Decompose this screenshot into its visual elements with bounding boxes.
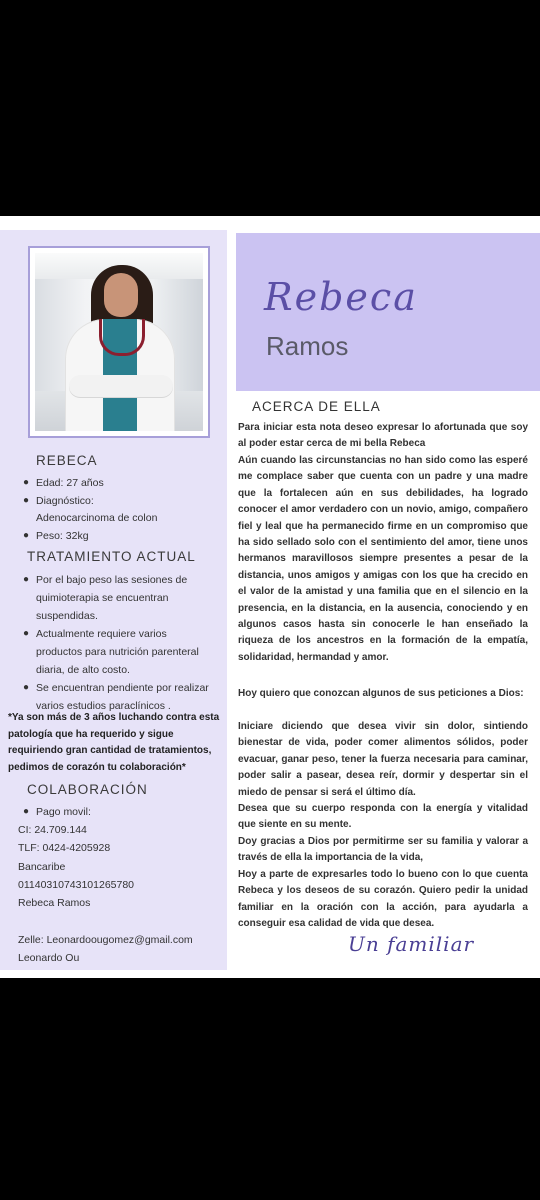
bullet-icon: ●: [23, 495, 30, 506]
collab-holder: Rebeca Ramos: [18, 897, 91, 909]
treatment-item-line: suspendidas.: [36, 610, 98, 622]
profile-age: ● Edad: 27 años: [36, 474, 104, 492]
collab-zelle: Zelle: Leonardoougomez@gmail.com: [18, 934, 193, 946]
collab-account: 01140310743101265780: [18, 879, 135, 891]
left-column: [0, 230, 227, 970]
about-paragraph: Desea que su cuerpo responda con la energía y vitalidad que siente en su mente.: [238, 803, 528, 831]
bullet-icon: ●: [23, 806, 30, 817]
appeal-quote: *Ya son más de 3 años luchando contra esta patología que ha requerido y sigue requiriendo gran cantidad de tratamientos, pedimos de corazón tu colaboración*: [8, 712, 220, 773]
about-paragraph: Doy gracias a Dios por permitirme ser su familia y valorar a través de ella la importancia de la vida,: [238, 836, 528, 864]
name-heading: REBECA: [36, 453, 98, 468]
first-name-script: Rebeca: [264, 275, 418, 319]
bullet-icon: ●: [23, 477, 30, 488]
name-header: [236, 233, 540, 391]
treatment-item-line: productos para nutrición parenteral: [36, 646, 199, 658]
last-name: Ramos: [266, 331, 349, 361]
profile-diagnosis-label: ● Diagnóstico:: [36, 492, 94, 510]
collab-ci: CI: 24.709.144: [18, 824, 87, 836]
about-paragraph: Hoy quiero que conozcan algunos de sus peticiones a Dios:: [238, 688, 524, 699]
profile-photo: [28, 246, 210, 438]
treatment-item: ● Actualmente requiere varios: [36, 625, 167, 643]
treatment-heading: TRATAMIENTO ACTUAL: [27, 549, 196, 564]
profile-diagnosis-value: Adenocarcinoma de colon: [36, 512, 158, 524]
about-paragraph: Aún cuando las circunstancias no han sido como las esperé me complace saber que cuenta con un padre y una madre que la fortalecen aún en sus debilidades, ha logrado conocer el amor verdadero con un novio, amigo, compañero fiel y leal que ha permanecido firme en un compromiso que ha sido sellado solo con el sentimiento del amor, tiene unos hermanos maravillosos siempre presentes a pesar de la distancia, unos amigos y amigas con los que ha crecido en el valor de la amistad y una familia que en el silencio en la presencia, en la distancia, en la ausencia, conociendo y en algunos casos hasta sin conocerle le han enseñado la riqueza de los ancestros en la formación de la empatía, solidaridad, hermandad y amor.: [238, 455, 528, 663]
about-paragraph: Iniciare diciendo que desea vivir sin dolor, sintiendo bienestar de vida, poder comer alimentos sólidos, poder evacuar, ganar peso, tener la fuerza necesaria para caminar, poder salir a pasear, desea reír, dormir y despertar sin el miedo de pensar si será el último día.: [238, 721, 528, 798]
collab-zelle-holder: Leonardo Ou: [18, 952, 80, 964]
about-paragraph: Hoy a parte de expresarles todo lo bueno con lo que cuenta Rebeca y los deseos de su corazón. Quiero pedir la unidad familiar en la oración con la acción, para ayudarla a conseguir esa calidad de vida que desea.: [238, 869, 528, 930]
signature: Un familiar: [348, 932, 475, 956]
doctor-photo-image: [35, 253, 203, 431]
treatment-item-line: quimioterapia se encuentran: [36, 592, 169, 604]
profile-weight: ● Peso: 32kg: [36, 527, 89, 545]
bullet-icon: ●: [23, 628, 30, 639]
treatment-item: ● Por el bajo peso las sesiones de: [36, 571, 187, 589]
collab-phone: TLF: 0424-4205928: [18, 842, 111, 854]
about-paragraph: Para iniciar esta nota deseo expresar lo afortunada que soy al poder estar cerca de mi bella Rebeca: [238, 422, 528, 450]
collab-pago-movil: ● Pago movil:: [23, 806, 91, 818]
flyer: [0, 216, 540, 978]
bullet-icon: ●: [23, 530, 30, 541]
treatment-item: ● Se encuentran pendiente por realizar: [36, 679, 209, 697]
bullet-icon: ●: [23, 682, 30, 693]
treatment-item-line: diaria, de alto costo.: [36, 664, 130, 676]
bullet-icon: ●: [23, 574, 30, 585]
collab-heading: COLABORACIÓN: [27, 782, 148, 797]
about-heading: ACERCA DE ELLA: [252, 399, 381, 414]
collab-bank: Bancaribe: [18, 861, 66, 873]
treatment-item-line: varios estudios paraclínicos .: [36, 700, 171, 712]
